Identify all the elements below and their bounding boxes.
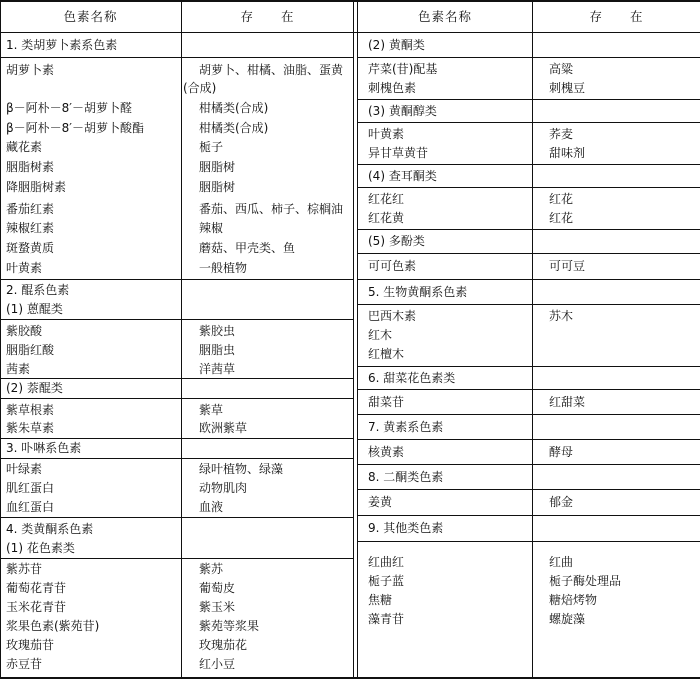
table-row [6, 61, 352, 79]
pigment-source: 栀子 [199, 140, 224, 154]
pigment-source: 紫胶虫 [199, 324, 236, 338]
row-rule [357, 187, 700, 188]
table-row [6, 200, 352, 218]
table-row [368, 144, 698, 162]
pigment-source: 栀子酶处理品 [549, 574, 622, 588]
section-rule [357, 366, 700, 367]
table-row [368, 572, 698, 590]
pigment-source: 番茄、西瓜、柿子、棕榈油 [199, 202, 344, 216]
pigment-name: β－阿朴－8′－胡萝卜醛 [6, 101, 133, 115]
row-rule [357, 489, 700, 490]
section-rule [357, 464, 700, 465]
pigment-source: 紫玉米 [199, 600, 236, 614]
row-rule [357, 439, 700, 440]
section-rule [357, 229, 700, 230]
header-exist-right: 存 在 [589, 9, 644, 24]
subsection-heading: (1) 蒽醌类 [6, 302, 63, 316]
pigment-name: 叶黄素 [6, 261, 43, 275]
table-row [368, 125, 698, 143]
pigment-source: 甜味剂 [549, 146, 586, 160]
table-row [368, 610, 698, 628]
table-row [6, 138, 352, 156]
section-heading: 8. 二酮类色素 [368, 470, 444, 484]
pigment-source: 紫草 [199, 403, 224, 417]
pigment-source: 欧洲紫草 [199, 421, 248, 435]
pigment-name: 异甘草黄苷 [368, 146, 429, 160]
section-heading: 4. 类黄酮系色素 [6, 522, 94, 536]
table-row [368, 443, 698, 461]
pigment-source: 辣椒 [199, 221, 224, 235]
row-rule [0, 558, 354, 559]
pigment-source: 柑橘类(合成) [199, 101, 269, 115]
table-row [6, 119, 352, 137]
section-heading: 7. 黄素系色素 [368, 420, 444, 434]
pigment-source: 糖焙烤物 [549, 593, 598, 607]
pigment-name: 芹菜(苷)配基 [368, 62, 438, 76]
pigment-name: 胡萝卜素 [6, 63, 55, 77]
subsection-heading: (3) 黄酮醇类 [368, 104, 437, 118]
pigment-name: 刺槐色素 [368, 81, 417, 95]
pigment-name: 红花黄 [368, 211, 405, 225]
pigment-source: 荞麦 [549, 127, 574, 141]
pigment-name: 降胭脂树素 [6, 180, 67, 194]
center-double-rule-a [353, 0, 354, 679]
table-row [368, 190, 698, 208]
section-heading: 3. 卟啉系色素 [6, 441, 82, 455]
table-row [6, 158, 352, 176]
pigment-name: 紫朱草素 [6, 421, 55, 435]
table-row [368, 345, 698, 363]
pigment-source: (合成) [183, 81, 217, 95]
table-row [6, 360, 352, 378]
table-row [6, 560, 352, 578]
pigment-source: 红小豆 [199, 657, 236, 671]
table-row [6, 498, 352, 516]
pigment-source: 螺旋藻 [549, 612, 586, 626]
section-rule [357, 164, 700, 165]
row-rule [357, 541, 700, 542]
pigment-source: 郁金 [549, 495, 574, 509]
section-heading: 2. 醌系色素 [6, 283, 70, 297]
table-row [368, 60, 698, 78]
table-row [6, 579, 352, 597]
pigment-name: β－阿朴－8′－胡萝卜酸酯 [6, 121, 145, 135]
subsection-heading: (2) 黄酮类 [368, 38, 425, 52]
pigment-source: 一般植物 [199, 261, 248, 275]
subsection-heading: (4) 查耳酮类 [368, 169, 437, 183]
table-row [6, 341, 352, 359]
pigment-source: 红花 [549, 192, 574, 206]
table-row [6, 419, 352, 437]
table-row [368, 209, 698, 227]
pigment-name: 浆果色素(紫苑苷) [6, 619, 100, 633]
pigment-source: 刺槐豆 [549, 81, 586, 95]
section-rule [0, 517, 354, 518]
table-row [6, 460, 352, 478]
pigment-name: 胭脂树素 [6, 160, 55, 174]
table-row [6, 259, 352, 277]
row-rule [357, 389, 700, 390]
pigment-name: 赤豆苷 [6, 657, 43, 671]
pigment-source: 蘑菇、甲壳类、鱼 [199, 241, 296, 255]
pigment-name: 玉米花青苷 [6, 600, 67, 614]
pigment-name: 紫苏苷 [6, 562, 43, 576]
pigment-source: 酵母 [549, 445, 574, 459]
pigment-source: 胭脂虫 [199, 343, 236, 357]
table-row [6, 219, 352, 237]
pigment-name: 甜菜苷 [368, 395, 405, 409]
pigment-name: 叶黄素 [368, 127, 405, 141]
table-row [368, 257, 698, 275]
table-row [368, 79, 698, 97]
pigment-source: 胭脂树 [199, 180, 236, 194]
pigment-source: 可可豆 [549, 259, 586, 273]
pigment-name: 藻青苷 [368, 612, 405, 626]
row-rule [357, 304, 700, 305]
pigment-source: 玫瑰茄花 [199, 638, 248, 652]
pigment-name: 红花红 [368, 192, 405, 206]
pigment-source: 血液 [199, 500, 224, 514]
pigment-source: 苏木 [549, 309, 574, 323]
pigment-name: 红檀木 [368, 347, 405, 361]
table-row [6, 322, 352, 340]
header-name-left: 色素名称 [63, 9, 118, 24]
pigment-source: 胡萝卜、柑橘、油脂、蛋黄 [199, 63, 344, 77]
pigment-name: 焦糖 [368, 593, 393, 607]
pigment-name: 斑蝥黄质 [6, 241, 55, 255]
table-row [6, 598, 352, 616]
pigment-source: 高粱 [549, 62, 574, 76]
table-row [368, 493, 698, 511]
pigment-source: 红花 [549, 211, 574, 225]
table-row-continued [6, 79, 352, 97]
pigment-name: 番茄红素 [6, 202, 55, 216]
left-border [0, 0, 1, 679]
table-row [6, 655, 352, 673]
row-rule [0, 458, 354, 459]
pigment-name: 胭脂红酸 [6, 343, 55, 357]
section-rule [357, 515, 700, 516]
pigment-source: 紫苑等浆果 [199, 619, 260, 633]
pigment-name: 姜黄 [368, 495, 393, 509]
section-heading: 6. 甜菜花色素类 [368, 371, 456, 385]
pigment-name: 栀子蓝 [368, 574, 405, 588]
pigment-name: 玫瑰茄苷 [6, 638, 55, 652]
section-heading: 5. 生物黄酮系色素 [368, 285, 468, 299]
pigment-name: 辣椒红素 [6, 221, 55, 235]
pigment-source: 红甜菜 [549, 395, 586, 409]
section-rule [0, 279, 354, 280]
center-double-rule-b [357, 0, 358, 679]
pigment-source: 红曲 [549, 555, 574, 569]
pigment-name: 葡萄花青苷 [6, 581, 67, 595]
row-rule [0, 319, 354, 320]
subsection-heading: (5) 多酚类 [368, 234, 425, 248]
pigment-name: 紫胶酸 [6, 324, 43, 338]
pigment-name: 肌红蛋白 [6, 481, 55, 495]
pigment-source: 胭脂树 [199, 160, 236, 174]
pigment-name: 茜素 [6, 362, 31, 376]
header-rule [0, 32, 700, 33]
pigment-name: 核黄素 [368, 445, 405, 459]
header-name-right: 色素名称 [417, 9, 472, 24]
table-row [368, 591, 698, 609]
table-row [6, 636, 352, 654]
section-heading: 9. 其他类色素 [368, 521, 444, 535]
section-rule [357, 279, 700, 280]
pigment-name: 血红蛋白 [6, 500, 55, 514]
row-rule [357, 57, 700, 58]
pigment-name: 叶绿素 [6, 462, 43, 476]
pigment-source: 绿叶植物、绿藻 [199, 462, 284, 476]
pigment-source: 紫苏 [199, 562, 224, 576]
table-row [368, 553, 698, 571]
row-rule [357, 122, 700, 123]
subsection-heading: (2) 萘醌类 [6, 381, 63, 395]
pigment-source: 动物肌肉 [199, 481, 248, 495]
top-border [0, 0, 700, 2]
table-row [368, 326, 698, 344]
section-rule [357, 414, 700, 415]
pigment-name: 红木 [368, 328, 393, 342]
section-heading: 1. 类胡萝卜素系色素 [6, 38, 118, 52]
subsection-heading: (1) 花色素类 [6, 541, 75, 555]
pigment-name: 红曲红 [368, 555, 405, 569]
row-rule [0, 398, 354, 399]
table-row [368, 307, 698, 325]
pigment-source: 柑橘类(合成) [199, 121, 269, 135]
row-rule [0, 57, 354, 58]
pigment-source: 葡萄皮 [199, 581, 236, 595]
table-row [6, 99, 352, 117]
section-rule [357, 99, 700, 100]
table-row [368, 393, 698, 411]
pigment-source: 洋茜草 [199, 362, 236, 376]
table-row [6, 178, 352, 196]
table-row [6, 617, 352, 635]
table-row [6, 401, 352, 419]
pigment-name: 巴西木素 [368, 309, 417, 323]
pigment-name: 紫草根素 [6, 403, 55, 417]
table-row [6, 239, 352, 257]
header-exist-left: 存 在 [240, 9, 295, 24]
table-row [6, 479, 352, 497]
pigment-name: 可可色素 [368, 259, 417, 273]
row-rule [357, 253, 700, 254]
pigment-name: 藏花素 [6, 140, 43, 154]
